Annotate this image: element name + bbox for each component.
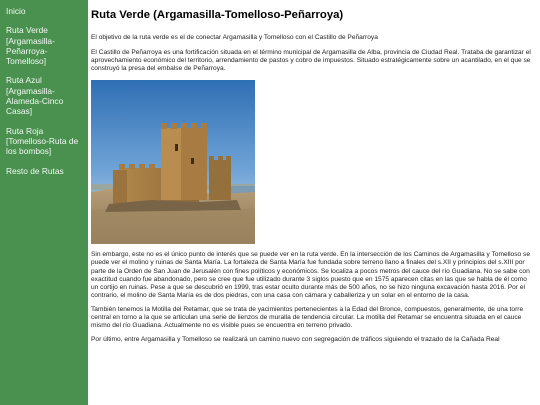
sidebar-item-inicio[interactable]: Inicio	[6, 6, 26, 16]
castle-paragraph: El Castillo de Peñarroya es una fortificación situada en el término municipal de Argamasilla de Alba, provincia de Ciudad Real. Trataba de garantizar el aprovechamiento económico del territorio, arrendamiento de pastos y cobro de impuestos. Situado estratégicamente sobre un acantilado, en el que se construyó la presa del embalse de Peñarroya.	[91, 49, 531, 73]
sidebar-item-ruta-verde[interactable]: Ruta Verde [Argamasilla-Peñarroya-Tomelloso]	[6, 25, 55, 67]
camino-paragraph: Por último, entre Argamasilla y Tomelloso se realizará un camino nuevo con segregación de tráficos siguiendo el trazado de la Cañada Real	[91, 336, 500, 344]
main-content	[91, 0, 531, 405]
castle-photo	[91, 80, 255, 244]
intro-paragraph: El objetivo de la ruta verde es el de conectar Argamasilla y Tomelloso con el Castillo de Peñarroya	[91, 34, 378, 41]
page-title: Ruta Verde (Argamasilla-Tomelloso-Peñarroya)	[91, 9, 344, 21]
sidebar-item-ruta-roja[interactable]: Ruta Roja [Tomelloso-Ruta de los bombos]	[6, 125, 79, 157]
santa-maria-paragraph: Sin embargo, este no es el único punto de interés que se puede ver en la ruta verde. En la intersección de los Caminos de Argamasilla y Tomelloso se puede ver el molino y ruinas de Santa María. La fortaleza de Santa María fue fundada sobre terreno llano a finales del s.XII y principios del s.XIII por parte de la Orden de San Juan de Jerusalén con fines políticos y económicos. Se localiza a pocos metros del cauce del río Guadiana. No se sabe con exactitud cuando fue abandonado, pero se cree que fue utilizado durante 3 siglos puesto que en 1575 aparecen citas en las que se habla de él como un cortijo en ruinas. Pese a que se descubrió en 1999, tras estar oculto durante más de 500 años, no se hizo ninguna excavación hasta 2016. Por el contrario, el molino de Santa María es de dos piedras, con una casa con cámara y caballeriza y un solar en el entorno de la casa.	[91, 251, 530, 299]
sidebar-item-ruta-azul[interactable]: Ruta Azul [Argamasilla-Alameda-Cinco Casas]	[6, 75, 64, 117]
motilla-paragraph: También tenemos la Motilla del Retamar, que se trata de yacimientos pertenecientes a la Edad del Bronce, compuestos, generalmente, de una torre central en torno a la que se articulan una serie de lienzos de muralla de tendencia circular. La motilla del Retamar se encuentra situada en el cauce mismo del río Guadiana. Actualmente no es visible pues se encuentra en terreno privado.	[91, 305, 524, 330]
sidebar-item-resto-de-rutas[interactable]: Resto de Rutas	[6, 165, 64, 176]
sidebar-nav	[0, 0, 88, 405]
